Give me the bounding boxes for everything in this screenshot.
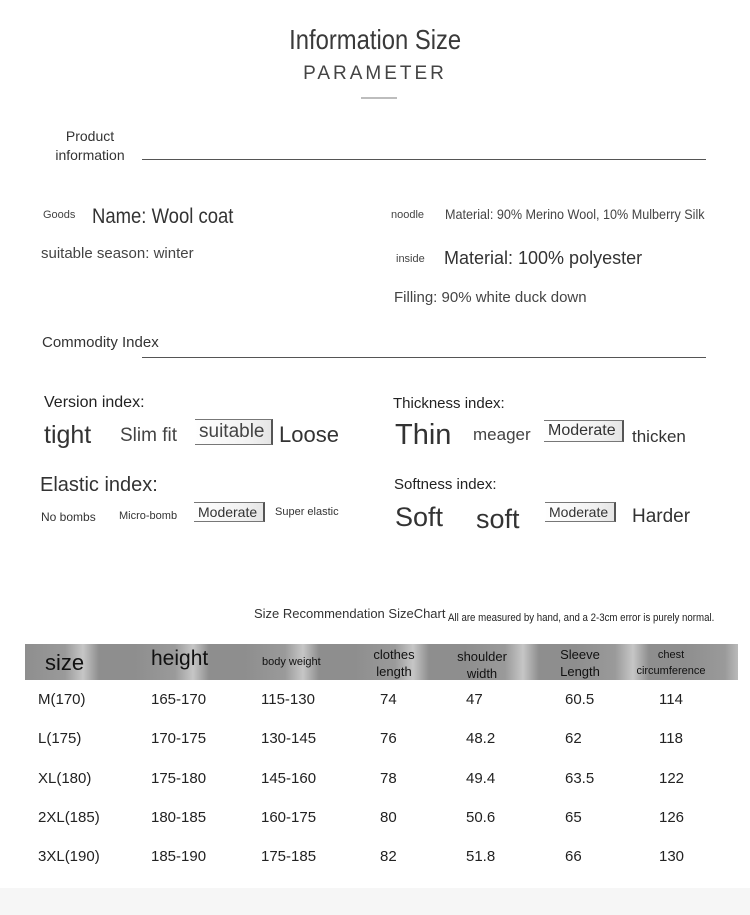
version-index-title: Version index:: [44, 394, 145, 411]
goods-tag: Goods: [43, 209, 76, 221]
cell-size: M(170): [38, 691, 86, 708]
product-season: suitable season: winter: [41, 245, 194, 262]
version-option-tight: tight: [44, 421, 92, 449]
cell-clothes-length: 82: [380, 848, 397, 865]
cell-chest: 126: [659, 809, 685, 826]
softness-index-title: Softness index:: [394, 476, 497, 493]
header-shoulder-width: shoulder width: [457, 649, 507, 681]
product-section-label: Product information: [55, 128, 125, 163]
cell-body-weight: 160-175: [261, 809, 317, 826]
elastic-option-moderate-selected: Moderate: [194, 502, 265, 522]
cell-height: 165-170: [151, 691, 207, 708]
version-option-suitable-selected: suitable: [195, 419, 273, 445]
cell-clothes-length: 74: [380, 691, 397, 708]
thickness-option-meager: meager: [473, 425, 531, 444]
header-chest-circumference: chest circumference: [636, 649, 706, 677]
cell-body-weight: 130-145: [261, 730, 317, 747]
cell-size: XL(180): [38, 770, 92, 787]
elastic-index-title: Elastic index:: [40, 474, 158, 496]
elastic-option-super-elastic: Super elastic: [275, 506, 339, 518]
cell-sleeve-length: 66: [565, 848, 582, 865]
filling: Filling: 90% white duck down: [394, 289, 587, 306]
cell-shoulder-width: 48.2: [466, 730, 496, 747]
cell-height: 170-175: [151, 730, 207, 747]
thickness-option-thicken: thicken: [632, 427, 686, 446]
header-height: height: [151, 647, 209, 670]
softness-option-harder: Harder: [632, 506, 691, 527]
header-sleeve-length: Sleeve Length: [560, 647, 600, 679]
page-title: Information Size: [289, 24, 461, 55]
thickness-option-thin: Thin: [395, 419, 452, 451]
header-size: size: [45, 650, 85, 675]
footer-band: [0, 888, 750, 915]
cell-sleeve-length: 63.5: [565, 770, 595, 787]
inside-tag: inside: [396, 253, 425, 265]
page-subtitle: PARAMETER: [303, 63, 447, 84]
cell-size: 3XL(190): [38, 848, 100, 865]
cell-chest: 114: [659, 691, 683, 708]
cell-size: L(175): [38, 730, 82, 747]
cell-shoulder-width: 47: [466, 691, 483, 708]
cell-size: 2XL(185): [38, 809, 100, 826]
cell-body-weight: 115-130: [261, 691, 315, 708]
product-name: Name: Wool coat: [92, 205, 234, 228]
header-clothes-length: clothes length: [373, 647, 415, 679]
cell-chest: 122: [659, 770, 685, 787]
thickness-option-moderate-selected: Moderate: [544, 420, 624, 442]
size-chart-title: Size Recommendation SizeChart: [254, 606, 446, 621]
size-chart-note: All are measured by hand, and a 2-3cm error is purely normal.: [448, 612, 715, 624]
inside-material: Material: 100% polyester: [444, 248, 643, 268]
cell-chest: 118: [659, 730, 683, 747]
size-table-header: [25, 644, 738, 680]
softness-option-moderate-selected: Moderate: [545, 502, 616, 522]
cell-sleeve-length: 62: [565, 730, 582, 747]
cell-clothes-length: 80: [380, 809, 397, 826]
noodle-material: Material: 90% Merino Wool, 10% Mulberry Silk: [445, 206, 705, 222]
cell-body-weight: 175-185: [261, 848, 317, 865]
cell-height: 180-185: [151, 809, 207, 826]
cell-height: 175-180: [151, 770, 207, 787]
product-section-rule: [142, 159, 706, 160]
version-option-slim-fit: Slim fit: [120, 425, 177, 446]
elastic-option-micro-bomb: Micro-bomb: [119, 510, 178, 522]
softness-option-soft-2: soft: [476, 504, 520, 534]
softness-option-soft-1: Soft: [395, 502, 444, 532]
cell-shoulder-width: 51.8: [466, 848, 496, 865]
thickness-index-title: Thickness index:: [393, 395, 505, 412]
cell-body-weight: 145-160: [261, 770, 317, 787]
cell-shoulder-width: 50.6: [466, 809, 496, 826]
commodity-section-rule: [142, 357, 706, 358]
cell-clothes-length: 76: [380, 730, 397, 747]
cell-clothes-length: 78: [380, 770, 397, 787]
commodity-section-label: Commodity Index: [42, 334, 159, 351]
cell-shoulder-width: 49.4: [466, 770, 496, 787]
elastic-option-no-bombs: No bombs: [41, 510, 96, 524]
cell-sleeve-length: 65: [565, 809, 582, 826]
header-divider: [361, 97, 397, 99]
cell-height: 185-190: [151, 848, 207, 865]
cell-chest: 130: [659, 848, 685, 865]
version-option-loose: Loose: [279, 422, 339, 447]
cell-sleeve-length: 60.5: [565, 691, 595, 708]
header-body-weight: body weight: [262, 656, 321, 668]
noodle-tag: noodle: [391, 209, 425, 221]
